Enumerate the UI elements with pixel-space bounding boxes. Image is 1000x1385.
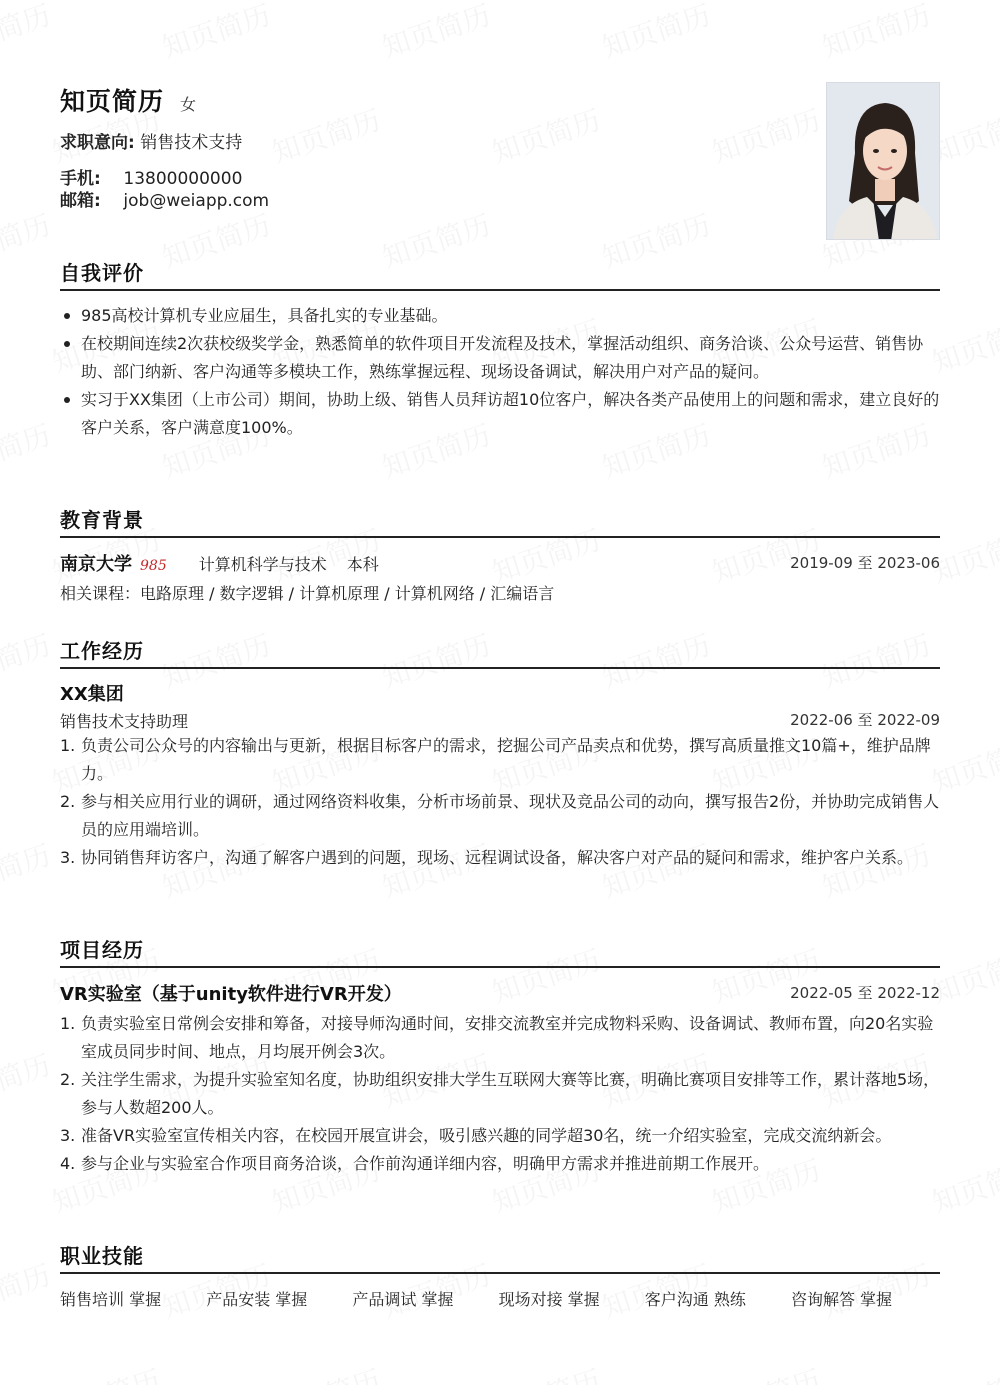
project-duty-text: 参与企业与实验室合作项目商务洽谈，合作前沟通详细内容，明确甲方需求并推进前期工作展开。 [81, 1154, 770, 1173]
email-row [60, 186, 269, 211]
work-company-row [60, 680, 940, 706]
watermark-text [0, 204, 55, 277]
work-company: XX集团 [60, 684, 124, 705]
degree: 本科 [346, 555, 379, 574]
candidate-name: 知页简历 [60, 87, 165, 116]
work-position: 销售技术支持助理 [60, 712, 189, 731]
resume-header [60, 82, 940, 242]
section-title-self-eval: 自我评价 [60, 257, 940, 291]
resume-page [60, 0, 940, 1385]
section-title-education: 教育背景 [60, 504, 940, 538]
profile-photo [826, 82, 940, 240]
work-duty-item: 3. 协同销售拜访客户，沟通了解客户遇到的问题，现场、远程调试设备，解决客户对产品的疑问和需求，维护客户关系。 [60, 848, 914, 867]
name-row [60, 82, 196, 118]
self-eval-item: 实习于XX集团（上市公司）期间，协助上级、销售人员拜访超10位客户，解决各类产品使用上的问题和需求，建立良好的客户关系，客户满意度100%。 [60, 386, 940, 442]
project-duty-text: 准备VR实验室宣传相关内容，在校园开展宣讲会，吸引感兴趣的同学超30名，统一介绍实验室，完成交流纳新会。 [81, 1126, 892, 1145]
project-name: VR实验室（基于unity软件进行VR开发） [60, 984, 402, 1005]
work-duty-item: 1. 负责公司公众号的内容输出与更新，根据目标客户的需求，挖掘公司产品卖点和优势，撰写高质量推文10篇+，维护品牌力。 [60, 736, 931, 783]
profile-photo-avatar-icon [827, 83, 940, 240]
school-tag-badge: 985 [140, 558, 167, 574]
email-label: 邮箱: [60, 191, 101, 211]
project-duty-item: 4. 参与企业与实验室合作项目商务洽谈，合作前沟通详细内容，明确甲方需求并推进前期工作展开。 [60, 1154, 770, 1173]
email-value: job@weiapp.com [123, 191, 270, 211]
work-duty-text: 负责公司公众号的内容输出与更新，根据目标客户的需求，挖掘公司产品卖点和优势，撰写高质量推文10篇+，维护品牌力。 [81, 736, 931, 783]
skill-item: 产品调试 掌握 [352, 1290, 454, 1309]
education-courses: 相关课程：电路原理 / 数字逻辑 / 计算机原理 / 计算机网络 / 汇编语言 [60, 584, 555, 603]
skill-item: 产品安装 掌握 [206, 1290, 308, 1309]
work-position-row [60, 709, 940, 732]
job-intent [60, 128, 242, 153]
project-duty-list [60, 1010, 940, 1178]
project-duty-text: 负责实验室日常例会安排和筹备，对接导师沟通时间，安排交流教室并完成物料采购、设备调试、教师布置，向20名实验室成员同步时间、地点，月均展开例会3次。 [81, 1014, 934, 1061]
section-title-project: 项目经历 [60, 934, 940, 968]
job-intent-value: 销售技术支持 [140, 133, 243, 153]
self-eval-list [60, 302, 940, 442]
job-intent-label: 求职意向: [60, 133, 135, 153]
skill-item: 销售培训 掌握 [60, 1290, 162, 1309]
work-duty-list [60, 732, 940, 872]
school-name: 南京大学 [60, 554, 132, 575]
phone-value: 13800000000 [123, 169, 243, 189]
skill-item: 客户沟通 熟练 [644, 1290, 746, 1309]
education-row [60, 550, 940, 576]
project-duty-text: 关注学生需求，为提升实验室知名度，协助组织安排大学生互联网大赛等比赛，明确比赛项目安排等工作，累计落地5场，参与人数超200人。 [81, 1070, 940, 1117]
watermark-text [0, 834, 55, 907]
skills-list [60, 1286, 940, 1314]
phone-label: 手机: [60, 169, 101, 189]
work-duty-item: 2. 参与相关应用行业的调研，通过网络资料收集，分析市场前景、现状及竞品公司的动向，撰写报告2份，并协助完成销售人员的应用端培训。 [60, 792, 940, 839]
self-eval-item: 在校期间连续2次获校级奖学金，熟悉简单的软件项目开发流程及技术，掌握活动组织、商务洽谈、公众号运营、销售协助、部门纳新、客户沟通等多模块工作，熟练掌握远程、现场设备调试，解决用户对产品的疑问。 [60, 330, 940, 386]
watermark-text [0, 0, 55, 66]
project-duty-item: 1. 负责实验室日常例会安排和筹备，对接导师沟通时间，安排交流教室并完成物料采购、设备调试、教师布置，向20名实验室成员同步时间、地点，月均展开例会3次。 [60, 1014, 934, 1061]
watermark-text [0, 414, 55, 487]
section-title-work: 工作经历 [60, 635, 940, 669]
project-date: 2022-05 至 2022-12 [790, 984, 940, 1002]
work-duty-text: 参与相关应用行业的调研，通过网络资料收集，分析市场前景、现状及竞品公司的动向，撰写报告2份，并协助完成销售人员的应用端培训。 [81, 792, 940, 839]
skill-item: 咨询解答 掌握 [790, 1290, 893, 1309]
work-date: 2022-06 至 2022-09 [790, 711, 940, 729]
project-row [60, 980, 940, 1006]
self-eval-item: 985高校计算机专业应届生，具备扎实的专业基础。 [60, 302, 940, 330]
education-date: 2019-09 至 2023-06 [790, 554, 940, 572]
project-duty-item: 2. 关注学生需求，为提升实验室知名度，协助组织安排大学生互联网大赛等比赛，明确比赛项目安排等工作，累计落地5场，参与人数超200人。 [60, 1070, 940, 1117]
work-duty-text: 协同销售拜访客户，沟通了解客户遇到的问题，现场、远程调试设备，解决客户对产品的疑问和需求，维护客户关系。 [81, 848, 914, 867]
watermark-text [0, 624, 55, 697]
watermark-text [0, 1254, 55, 1327]
candidate-gender: 女 [180, 95, 197, 114]
project-duty-item: 3. 准备VR实验室宣传相关内容，在校园开展宣讲会，吸引感兴趣的同学超30名，统一介绍实验室，完成交流纳新会。 [60, 1126, 892, 1145]
section-title-skills: 职业技能 [60, 1240, 940, 1274]
major: 计算机科学与技术 [198, 555, 327, 574]
watermark-text [0, 1044, 55, 1117]
skill-item: 现场对接 掌握 [498, 1290, 600, 1309]
